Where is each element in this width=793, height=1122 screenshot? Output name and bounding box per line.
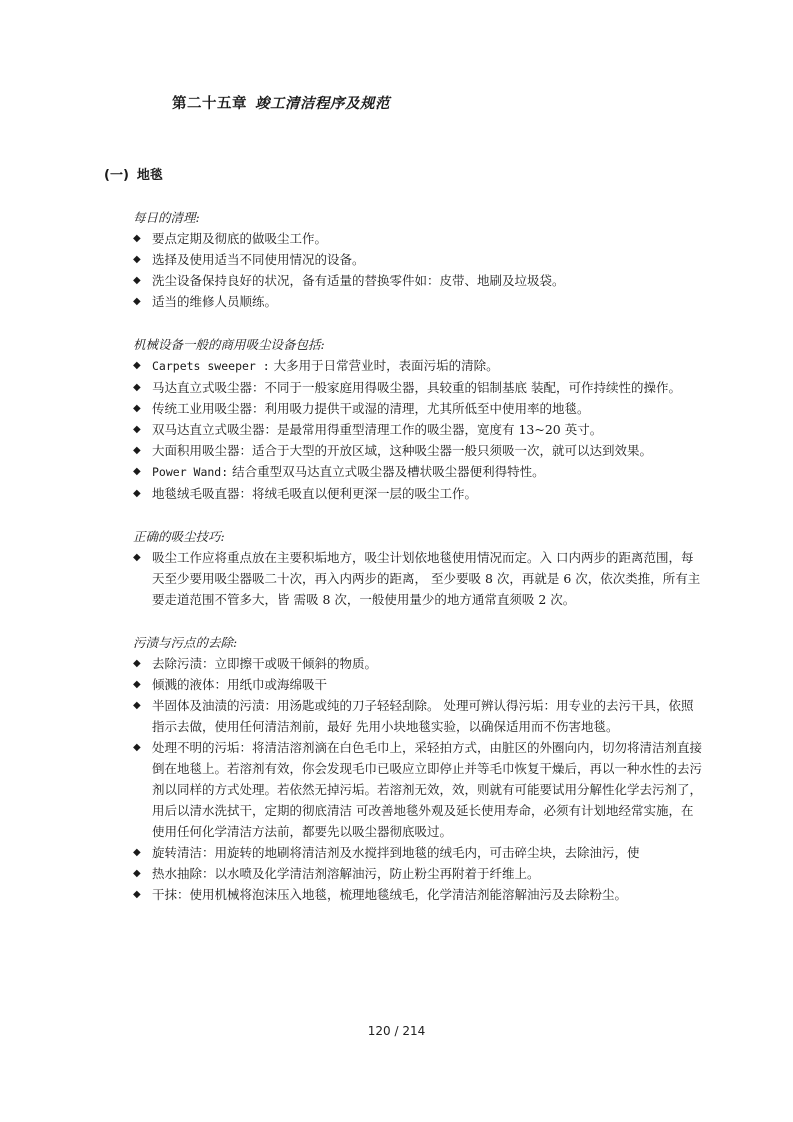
bullet-list: [133, 228, 703, 312]
bullet-list: [133, 547, 703, 610]
diamond-bullet-icon: ◆: [133, 403, 141, 414]
group-spacer: [133, 312, 703, 334]
diamond-bullet-icon: ◆: [133, 847, 141, 858]
diamond-bullet-icon: ◆: [133, 360, 141, 371]
list-item: [133, 737, 703, 842]
list-item-text: 吸尘工作应将重点放在主要积垢地方，吸尘计划依地毯使用情况而定。入 口内两步的距离范围，每天至少要用吸尘器吸二十次，再入内两步的距离， 至少要吸 8 次，再就是 6 次，依次类推，所有主要走道范围不管多大，皆 需吸 8 次，一般使用量少的地方通常直须吸 2 次。: [152, 550, 701, 607]
list-item-text: 处理不明的污垢：将清洁溶剂滴在白色毛巾上，采轻拍方式，由脏区的外圈向内，切勿将清洁剂直接倒在地毯上。若溶剂有效，你会发现毛巾已吸应立即停止并等毛巾恢复干燥后，再以一种水性的去污剂以同样的方式处理。若依然无掉污垢。若溶剂无效，效，则就有可能要试用分解性化学去污剂了，用后以清水洗拭干，定期的彻底清洁 可改善地毯外观及延长使用寿命，必须有计划地经常实施，在使用任何化学清洁方法前，都要先以吸尘器彻底吸过。: [152, 740, 703, 839]
list-item: [133, 863, 703, 884]
subsection-heading: 正确的吸尘技巧:: [133, 529, 225, 544]
diamond-bullet-icon: ◆: [133, 445, 141, 456]
list-item: [133, 228, 703, 249]
list-item: [133, 249, 703, 270]
list-item-text: 结合重型双马达直立式吸尘器及槽状吸尘器便利得特性。: [228, 464, 545, 479]
list-item: [133, 483, 703, 504]
diamond-bullet-icon: ◆: [133, 233, 141, 244]
list-item: [133, 440, 703, 461]
bullet-list: [133, 653, 703, 905]
diamond-bullet-icon: ◆: [133, 382, 141, 393]
diamond-bullet-icon: ◆: [133, 488, 141, 499]
section-title: [104, 164, 163, 183]
list-item: [133, 377, 703, 398]
list-item: [133, 674, 703, 695]
list-item: [133, 695, 703, 737]
list-item-text: 适当的维修人员顺练。: [152, 294, 278, 309]
list-item-term: Carpets sweeper :: [152, 359, 270, 373]
list-item-text: 传统工业用吸尘器：利用吸力提供干或湿的清理，尤其所低至中使用率的地毯。: [152, 401, 590, 416]
list-item-text: 旋转清洁：用旋转的地刷将清洁剂及水搅拌到地毯的绒毛内，可击碎尘块，去除油污，使: [152, 845, 640, 860]
list-item-text: 马达直立式吸尘器：不同于一般家庭用得吸尘器，具较重的铝制基底 装配，可作持续性的操作。: [152, 380, 681, 395]
list-item-text: 热水抽除：以水喷及化学清洁剂溶解油污，防止粉尘再附着于纤维上。: [152, 866, 540, 881]
subsection-heading: 机械设备一般的商用吸尘设备包括:: [133, 337, 325, 352]
list-item: [133, 653, 703, 674]
list-item-text: 地毯绒毛吸直器：将绒毛吸直以便利更深一层的吸尘工作。: [152, 486, 478, 501]
list-item-text: 干抹：使用机械将泡沫压入地毯，梳理地毯绒毛，化学清洁剂能溶解油污及去除粉尘。: [152, 887, 628, 902]
group-spacer: [133, 504, 703, 526]
section-name: 地毯: [136, 168, 163, 183]
diamond-bullet-icon: ◆: [133, 424, 141, 435]
chapter-number: 第二十五章: [172, 96, 247, 112]
list-item-term: Power Wand:: [152, 465, 229, 479]
diamond-bullet-icon: ◆: [133, 466, 141, 477]
section-number: (一): [104, 168, 129, 183]
group-spacer: [133, 610, 703, 632]
list-item-text: 要点定期及彻底的做吸尘工作。: [152, 231, 328, 246]
subsection-heading: 每日的清理:: [133, 210, 200, 225]
list-item: [133, 547, 703, 610]
list-item-text: 半固体及油渍的污渍：用汤匙或纯的刀子轻轻刮除。 处理可辨认得污垢：用专业的去污干具，依照指示去做，使用任何清洁剂前，最好 先用小块地毯实验，以确保适用而不伤害地毯。: [152, 698, 694, 734]
diamond-bullet-icon: ◆: [133, 254, 141, 265]
list-item-text: 洗尘设备保持良好的状况，备有适量的替换零件如：皮带、地刷及垃圾袋。: [152, 273, 565, 288]
chapter-name: 竣工清洁程序及规范: [255, 96, 390, 112]
list-item-text: 倾溅的液体：用纸巾或海绵吸干: [152, 677, 328, 692]
list-item-text: 去除污渍：立即擦干或吸干倾斜的物质。: [152, 656, 378, 671]
list-item-text: 选择及使用适当不同使用情况的设备。: [152, 252, 365, 267]
bullet-list: [133, 355, 703, 504]
chapter-title: [172, 92, 390, 113]
list-item: [133, 842, 703, 863]
list-item: [133, 884, 703, 905]
list-item: [133, 355, 703, 377]
page-number: 120 / 214: [367, 1024, 426, 1038]
diamond-bullet-icon: ◆: [133, 658, 141, 669]
list-item: [133, 419, 703, 440]
list-item-text: 双马达直立式吸尘器：是最常用得重型清理工作的吸尘器，宽度有 13~20 英寸。: [152, 422, 603, 437]
list-item-text: 大多用于日常营业时，表面污垢的清除。: [269, 358, 499, 373]
subsection-heading: 污渍与污点的去除:: [133, 635, 238, 650]
diamond-bullet-icon: ◆: [133, 889, 141, 900]
list-item-text: 大面积用吸尘器：适合于大型的开放区域，这种吸尘器一般只须吸一次，就可以达到效果。: [152, 443, 653, 458]
content-body: [133, 207, 703, 905]
diamond-bullet-icon: ◆: [133, 868, 141, 879]
diamond-bullet-icon: ◆: [133, 700, 141, 711]
list-item: [133, 398, 703, 419]
diamond-bullet-icon: ◆: [133, 679, 141, 690]
list-item: [133, 270, 703, 291]
diamond-bullet-icon: ◆: [133, 275, 141, 286]
list-item: [133, 461, 703, 483]
list-item: [133, 291, 703, 312]
diamond-bullet-icon: ◆: [133, 742, 141, 753]
diamond-bullet-icon: ◆: [133, 296, 141, 307]
diamond-bullet-icon: ◆: [133, 552, 141, 563]
